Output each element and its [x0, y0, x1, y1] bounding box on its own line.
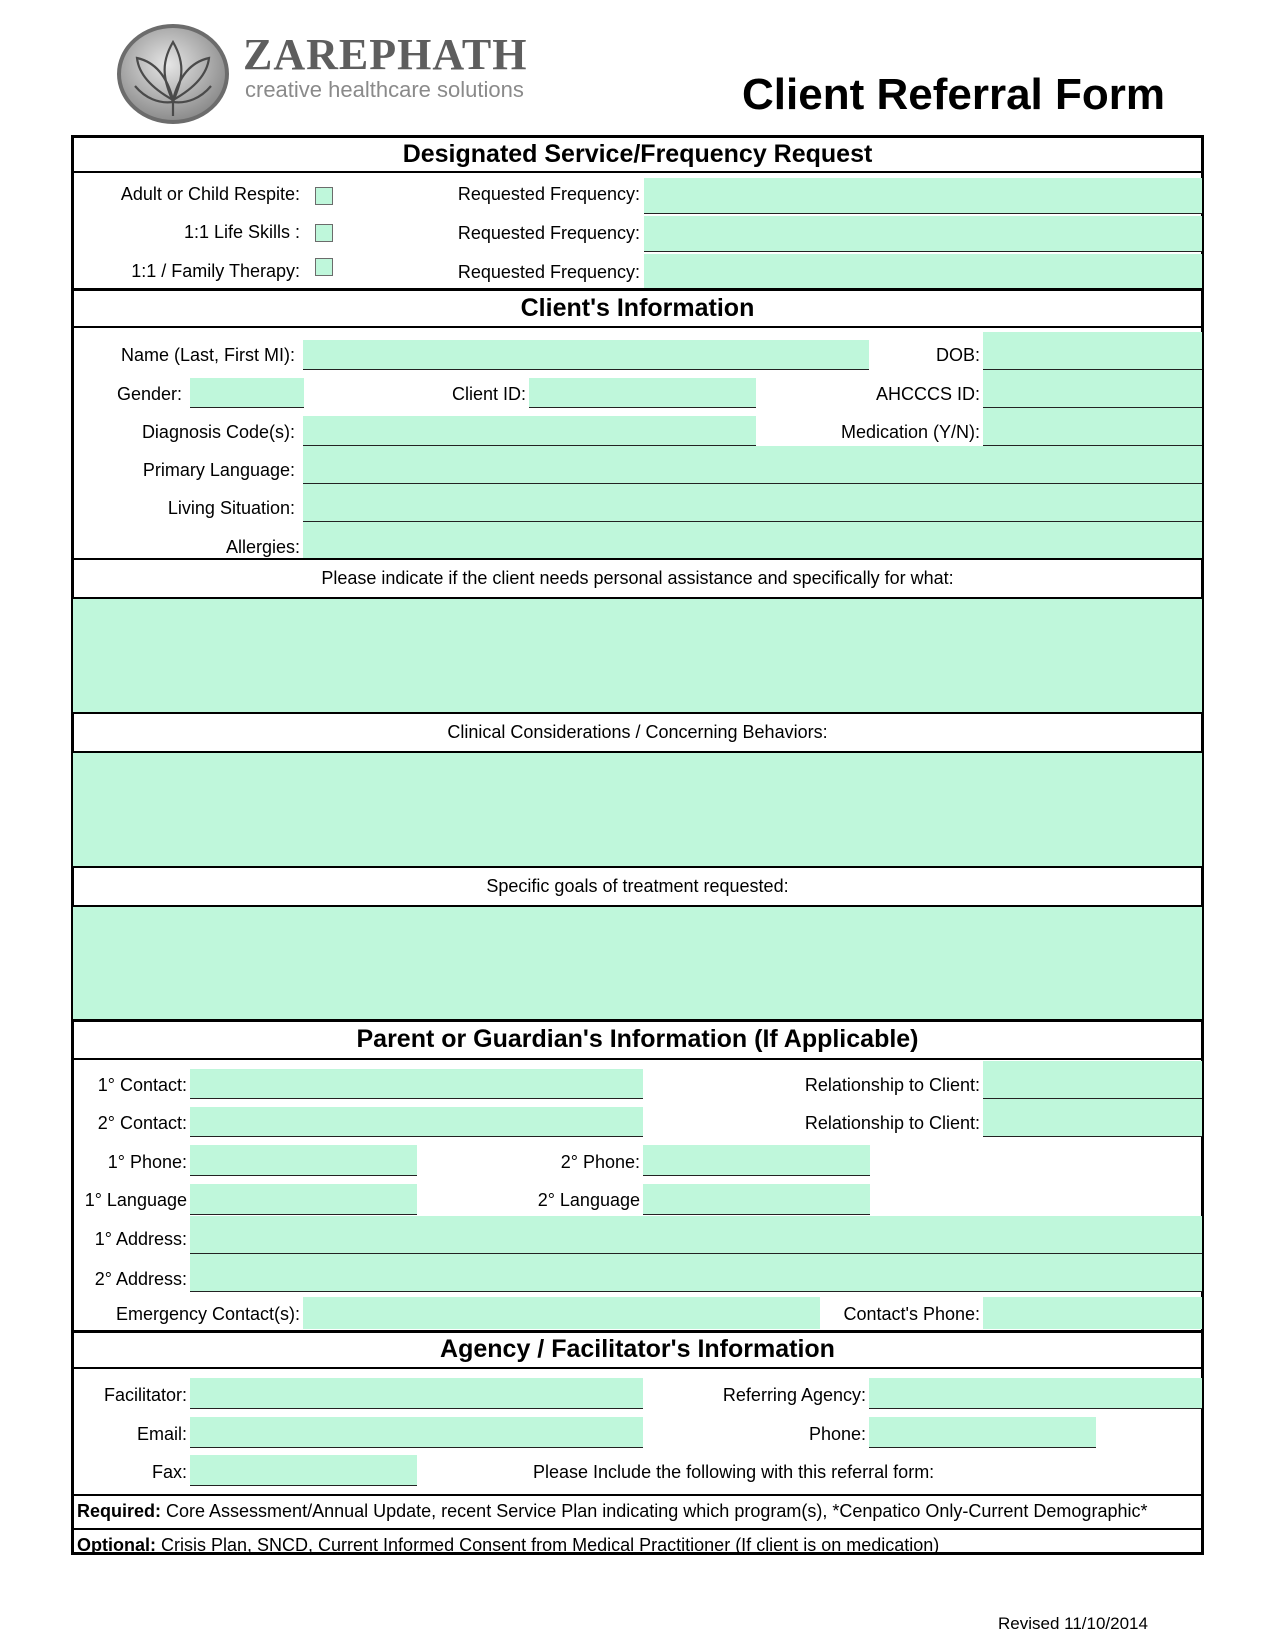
phone2-label: 2° Phone:: [560, 1152, 640, 1172]
address1-label: 1° Address:: [94, 1229, 187, 1249]
emergency-contact-field[interactable]: [303, 1297, 820, 1329]
respite-frequency-label: Requested Frequency:: [457, 184, 640, 204]
contact1-field[interactable]: [190, 1069, 643, 1099]
language2-label: 2° Language: [537, 1190, 640, 1210]
section-heading-guardian: Parent or Guardian's Information (If Applicable): [356, 1025, 919, 1053]
divider: [71, 712, 1204, 714]
contact-phone-field[interactable]: [983, 1297, 1202, 1329]
address2-label: 2° Address:: [94, 1269, 187, 1289]
diagnosis-label: Diagnosis Code(s):: [141, 422, 295, 442]
section-heading-client: Client's Information: [520, 294, 755, 322]
referring-agency-label: Referring Agency:: [722, 1385, 866, 1405]
fax-field[interactable]: [190, 1455, 417, 1486]
revised-date: Revised 11/10/2014: [998, 1614, 1148, 1633]
life-skills-checkbox[interactable]: [315, 224, 333, 242]
fax-label: Fax:: [151, 1462, 187, 1482]
family-therapy-frequency-field[interactable]: [644, 254, 1202, 288]
relationship2-field[interactable]: [983, 1099, 1202, 1137]
required-text: Core Assessment/Annual Update, recent Service Plan indicating which program(s), *Cenpatico Only-Current Demographic*: [161, 1501, 1148, 1521]
relationship1-label: Relationship to Client:: [804, 1075, 980, 1095]
address1-field[interactable]: [190, 1216, 1202, 1254]
living-situation-label: Living Situation:: [167, 498, 295, 518]
divider: [71, 1528, 1204, 1530]
language2-field[interactable]: [643, 1184, 870, 1215]
family-therapy-checkbox[interactable]: [315, 258, 333, 276]
ahcccs-id-field[interactable]: [983, 370, 1202, 408]
living-situation-field[interactable]: [303, 484, 1202, 522]
optional-documents: [77, 1535, 939, 1555]
life-skills-frequency-field[interactable]: [644, 216, 1202, 252]
divider: [71, 1019, 1204, 1022]
respite-label: Adult or Child Respite:: [120, 184, 300, 204]
contact2-field[interactable]: [190, 1107, 643, 1137]
assistance-textarea[interactable]: [73, 599, 1202, 712]
section-heading-service: Designated Service/Frequency Request: [402, 140, 873, 168]
client-id-label: Client ID:: [451, 384, 526, 404]
family-therapy-label: 1:1 / Family Therapy:: [131, 261, 300, 281]
respite-checkbox[interactable]: [315, 187, 333, 205]
relationship1-field[interactable]: [983, 1061, 1202, 1099]
divider: [71, 288, 1204, 291]
dob-field[interactable]: [983, 332, 1202, 370]
medication-label: Medication (Y/N):: [840, 422, 980, 442]
divider: [71, 1494, 1204, 1496]
life-skills-frequency-label: Requested Frequency:: [457, 223, 640, 243]
respite-frequency-field[interactable]: [644, 178, 1202, 214]
divider: [71, 326, 1204, 328]
ahcccs-id-label: AHCCCS ID:: [875, 384, 980, 404]
medication-field[interactable]: [983, 408, 1202, 446]
address2-field[interactable]: [190, 1254, 1202, 1292]
client-name-label: Name (Last, First MI):: [120, 345, 295, 365]
agency-phone-label: Phone:: [808, 1424, 866, 1444]
emergency-contact-label: Emergency Contact(s):: [115, 1304, 300, 1324]
divider: [71, 171, 1204, 173]
clinical-prompt: Clinical Considerations / Concerning Behaviors:: [447, 722, 828, 742]
divider: [71, 866, 1204, 868]
logo-name: ZAREPHATH: [243, 30, 528, 79]
dob-label: DOB:: [935, 345, 980, 365]
divider: [71, 1330, 1204, 1333]
phone2-field[interactable]: [643, 1145, 870, 1176]
goals-textarea[interactable]: [73, 907, 1202, 1019]
relationship2-label: Relationship to Client:: [804, 1113, 980, 1133]
referring-agency-field[interactable]: [869, 1378, 1202, 1409]
gender-field[interactable]: [190, 378, 304, 408]
diagnosis-field[interactable]: [303, 416, 756, 446]
life-skills-label: 1:1 Life Skills :: [183, 222, 300, 242]
logo: [115, 20, 535, 125]
page-title: Client Referral Form: [742, 70, 1165, 119]
section-heading-agency: Agency / Facilitator's Information: [440, 1335, 835, 1363]
contact-phone-label: Contact's Phone:: [843, 1304, 980, 1324]
primary-language-field[interactable]: [303, 446, 1202, 484]
facilitator-label: Facilitator:: [103, 1385, 187, 1405]
divider: [71, 1058, 1204, 1060]
email-label: Email:: [136, 1424, 187, 1444]
facilitator-field[interactable]: [190, 1378, 643, 1409]
goals-prompt: Specific goals of treatment requested:: [486, 876, 789, 896]
client-name-field[interactable]: [303, 340, 869, 370]
required-label: Required:: [77, 1501, 162, 1521]
language1-field[interactable]: [190, 1184, 417, 1215]
optional-text: Crisis Plan, SNCD, Current Informed Consent from Medical Practitioner (If client is on medication): [156, 1535, 940, 1555]
logo-tagline: creative healthcare solutions: [245, 77, 524, 102]
contact2-label: 2° Contact:: [97, 1113, 187, 1133]
lotus-flower-icon: [115, 20, 231, 125]
divider: [71, 1367, 1204, 1369]
contact1-label: 1° Contact:: [97, 1075, 187, 1095]
client-id-field[interactable]: [529, 378, 756, 408]
language1-label: 1° Language: [84, 1190, 187, 1210]
allergies-field[interactable]: [303, 522, 1202, 558]
phone1-field[interactable]: [190, 1145, 417, 1176]
required-documents: [77, 1501, 1147, 1521]
email-field[interactable]: [190, 1417, 643, 1448]
primary-language-label: Primary Language:: [142, 460, 295, 480]
divider: [71, 558, 1204, 560]
gender-label: Gender:: [116, 384, 182, 404]
include-note: Please Include the following with this referral form:: [533, 1462, 935, 1482]
assistance-prompt: Please indicate if the client needs personal assistance and specifically for what:: [321, 568, 954, 588]
optional-label: Optional:: [77, 1535, 156, 1555]
phone1-label: 1° Phone:: [107, 1152, 187, 1172]
agency-phone-field[interactable]: [869, 1417, 1096, 1448]
family-therapy-frequency-label: Requested Frequency:: [457, 262, 640, 282]
clinical-textarea[interactable]: [73, 753, 1202, 866]
allergies-label: Allergies:: [225, 537, 300, 557]
